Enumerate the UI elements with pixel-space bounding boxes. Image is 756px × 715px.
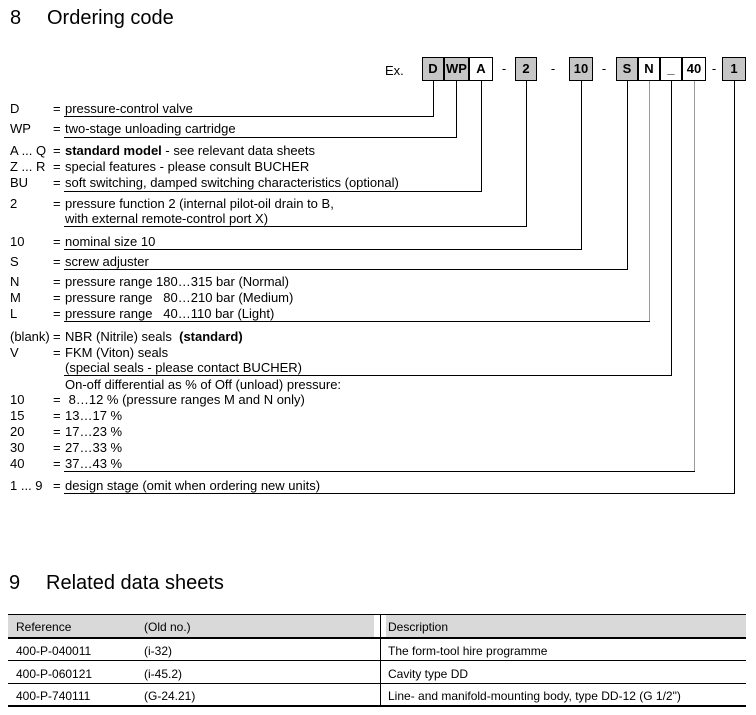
equals-sign: = <box>53 290 61 305</box>
table-horizontal-rule <box>8 683 746 684</box>
table-cell: Line- and manifold-mounting body, type DD-12 (G 1/2") <box>388 689 681 703</box>
code-label: 20 <box>10 424 25 439</box>
code-label: D <box>10 101 20 116</box>
equals-sign: = <box>53 345 61 360</box>
code-box-2: 2 <box>515 57 537 81</box>
table-cell: (i-32) <box>144 644 173 658</box>
equals-sign: = <box>53 306 61 321</box>
code-description: pressure-control valve <box>65 101 193 116</box>
code-label: S <box>10 254 19 269</box>
table-cell: 400-P-040011 <box>16 644 92 658</box>
equals-sign: = <box>53 234 61 249</box>
code-description: FKM (Viton) seals <box>65 345 169 360</box>
code-box-s: S <box>616 57 638 81</box>
code-description: 13…17 % <box>65 408 123 423</box>
ordering-code-row <box>0 392 756 408</box>
table-header-cell: Description <box>388 620 449 634</box>
equals-sign: = <box>53 254 61 269</box>
equals-sign: = <box>53 329 61 344</box>
ordering-code-row <box>0 424 756 440</box>
code-box-a: A <box>469 57 493 81</box>
table-header-cell: Reference <box>16 620 72 634</box>
code-box-d: D <box>422 57 444 81</box>
ordering-code-row <box>0 456 756 472</box>
code-label: 10 <box>10 392 25 407</box>
table-column-divider <box>380 614 381 707</box>
ordering-code-row <box>0 329 756 345</box>
code-description: screw adjuster <box>65 254 149 269</box>
code-label: Z ... R <box>10 159 46 174</box>
table-cell: 400-P-740111 <box>16 689 91 703</box>
equals-sign: = <box>53 408 61 423</box>
row-underline <box>64 191 482 192</box>
ordering-code-row <box>0 234 756 250</box>
code-label: V <box>10 345 19 360</box>
code-label: 15 <box>10 408 25 423</box>
ordering-code-row <box>0 360 756 376</box>
equals-sign: = <box>53 392 61 407</box>
code-separator-dash: - <box>550 61 556 76</box>
table-horizontal-rule <box>8 705 746 707</box>
equals-sign: = <box>53 121 61 136</box>
section-8-title: Ordering code <box>47 7 174 29</box>
code-description: pressure range 80…210 bar (Medium) <box>65 290 294 305</box>
section-9-number: 9 <box>9 572 21 594</box>
equals-sign: = <box>53 101 61 116</box>
code-description: soft switching, damped switching characteristics (optional) <box>65 175 399 190</box>
code-label: 40 <box>10 456 25 471</box>
section-8-number: 8 <box>10 7 22 29</box>
ordering-code-row <box>0 175 756 191</box>
ordering-code-row <box>0 143 756 159</box>
ordering-code-row <box>0 306 756 322</box>
table-header-cell: (Old no.) <box>144 620 191 634</box>
code-box-_: _ <box>660 57 682 81</box>
equals-sign: = <box>53 196 61 211</box>
code-description: pressure function 2 (internal pilot-oil drain to B, <box>65 196 334 211</box>
ordering-code-row <box>0 101 756 117</box>
equals-sign: = <box>53 175 61 190</box>
code-description: design stage (omit when ordering new units) <box>65 478 321 493</box>
table-cell: The form-tool hire programme <box>388 644 548 658</box>
code-description: NBR (Nitrile) seals (standard) <box>65 329 243 344</box>
code-label: M <box>10 290 21 305</box>
code-label: 30 <box>10 440 25 455</box>
code-description: 17…23 % <box>65 424 123 439</box>
ordering-code-row <box>0 478 756 494</box>
code-label: A ... Q <box>10 143 47 158</box>
code-separator-dash: - <box>501 61 507 76</box>
ordering-code-row <box>0 159 756 175</box>
ordering-code-row <box>0 377 756 393</box>
equals-sign: = <box>53 274 61 289</box>
ordering-code-row <box>0 345 756 361</box>
code-description: special features - please consult BUCHER <box>65 159 310 174</box>
code-label: 1 ... 9 <box>10 478 43 493</box>
equals-sign: = <box>53 424 61 439</box>
ordering-code-row <box>0 254 756 270</box>
equals-sign: = <box>53 478 61 493</box>
ordering-code-row <box>0 121 756 137</box>
ordering-code-heading <box>10 7 174 30</box>
table-cell: Cavity type DD <box>388 667 469 681</box>
code-description: two-stage unloading cartridge <box>65 121 236 136</box>
table-horizontal-rule <box>8 614 746 615</box>
equals-sign: = <box>53 456 61 471</box>
code-description: standard model - see relevant data sheets <box>65 143 315 158</box>
code-description: pressure range 180…315 bar (Normal) <box>65 274 289 289</box>
code-separator-dash: - <box>601 61 607 76</box>
ordering-code-row <box>0 211 756 227</box>
code-box-wp: WP <box>444 57 469 81</box>
section-9-title: Related data sheets <box>46 572 224 594</box>
code-label: 2 <box>10 196 18 211</box>
equals-sign: = <box>53 159 61 174</box>
equals-sign: = <box>53 440 61 455</box>
code-box-10: 10 <box>569 57 593 81</box>
row-underline <box>64 137 457 138</box>
code-label: 10 <box>10 234 25 249</box>
code-label: N <box>10 274 20 289</box>
code-description: pressure range 40…110 bar (Light) <box>65 306 275 321</box>
code-description: with external remote-control port X) <box>65 211 269 226</box>
code-description: 27…33 % <box>65 440 123 455</box>
ordering-code-row <box>0 274 756 290</box>
table-cell: 400-P-060121 <box>16 667 93 681</box>
code-box-n: N <box>638 57 660 81</box>
code-description: On-off differential as % of Off (unload) pressure: <box>65 377 342 392</box>
ordering-code-row <box>0 290 756 306</box>
code-description: 8…12 % (pressure ranges M and N only) <box>65 392 305 407</box>
code-separator-dash: - <box>711 61 717 76</box>
example-label: Ex. <box>385 63 404 78</box>
code-description: 37…43 % <box>65 456 123 471</box>
code-description: nominal size 10 <box>65 234 156 249</box>
code-box-40: 40 <box>682 57 706 81</box>
ordering-code-row <box>0 196 756 212</box>
code-label: WP <box>10 121 31 136</box>
table-cell: (G-24.21) <box>144 689 196 703</box>
table-cell: (i-45.2) <box>144 667 183 681</box>
code-description: (special seals - please contact BUCHER) <box>65 360 302 375</box>
code-box-1: 1 <box>722 57 746 81</box>
related-data-sheets-heading <box>9 572 224 595</box>
ordering-code-row <box>0 408 756 424</box>
table-horizontal-rule <box>8 637 746 639</box>
code-label: BU <box>10 175 29 190</box>
equals-sign: = <box>53 143 61 158</box>
code-label: L <box>10 306 18 321</box>
ordering-code-row <box>0 440 756 456</box>
code-label: (blank) <box>10 329 50 344</box>
table-horizontal-rule <box>8 660 746 661</box>
